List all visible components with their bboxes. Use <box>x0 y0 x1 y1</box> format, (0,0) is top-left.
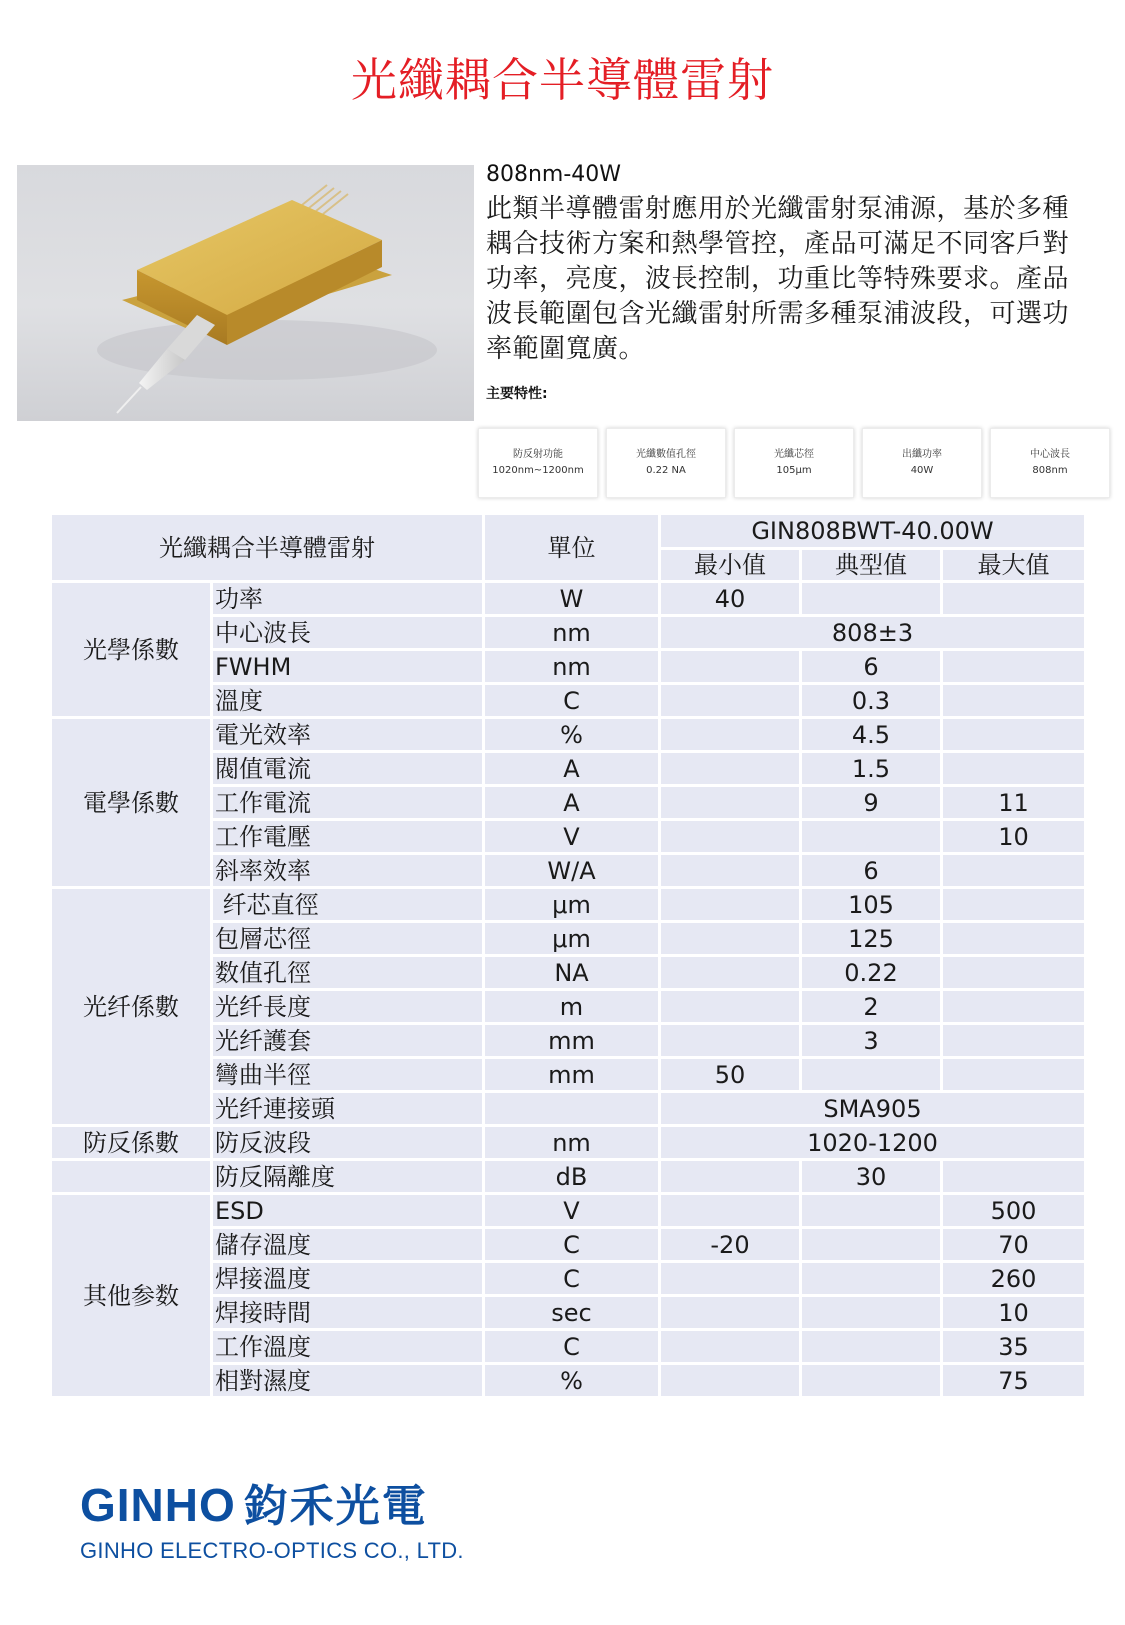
max-cell: 11 <box>942 786 1086 820</box>
unit-cell: % <box>484 718 660 752</box>
param-cell: 斜率效率 <box>212 854 484 888</box>
min-cell <box>660 990 801 1024</box>
max-cell <box>942 1024 1086 1058</box>
unit-cell: V <box>484 820 660 854</box>
param-cell: 工作電流 <box>212 786 484 820</box>
typ-cell: 6 <box>801 650 942 684</box>
param-cell: 功率 <box>212 582 484 616</box>
min-cell <box>660 1364 801 1398</box>
typ-cell <box>801 1296 942 1330</box>
max-cell: 500 <box>942 1194 1086 1228</box>
max-cell: 35 <box>942 1330 1086 1364</box>
unit-cell: W <box>484 582 660 616</box>
feature-card <box>478 428 598 498</box>
feature-card <box>862 428 982 498</box>
feature-value: 808nm <box>1032 465 1068 476</box>
typ-cell: 2 <box>801 990 942 1024</box>
unit-cell: sec <box>484 1296 660 1330</box>
unit-cell: μm <box>484 888 660 922</box>
typ-cell: 105 <box>801 888 942 922</box>
spec-table <box>49 512 1087 1399</box>
param-cell: 閥值電流 <box>212 752 484 786</box>
category-optical: 光學係數 <box>51 582 212 718</box>
param-cell: 電光效率 <box>212 718 484 752</box>
category-empty <box>51 1160 212 1194</box>
product-model: 808nm-40W <box>486 162 622 187</box>
unit-cell: W/A <box>484 854 660 888</box>
category-other: 其他参数 <box>51 1194 212 1398</box>
max-cell <box>942 718 1086 752</box>
header-part-number: GIN808BWT-40.00W <box>660 514 1086 549</box>
product-description: 此類半導體雷射應用於光纖雷射泵浦源，基於多種耦合技術方案和熱學管控，產品可滿足不同客戶對功率，亮度，波長控制，功重比等特殊要求。產品波長範圍包含光纖雷射所需多種泵浦波段，可選功率範圍寬廣。 <box>486 194 1070 364</box>
typ-cell: 4.5 <box>801 718 942 752</box>
company-name: GINHO ELECTRO-OPTICS CO., LTD. <box>80 1538 464 1563</box>
unit-cell: mm <box>484 1058 660 1092</box>
feature-value: 1020nm~1200nm <box>492 465 584 476</box>
min-cell <box>660 650 801 684</box>
max-cell <box>942 1160 1086 1194</box>
typ-cell: 0.3 <box>801 684 942 718</box>
unit-cell: mm <box>484 1024 660 1058</box>
product-photo <box>17 165 474 421</box>
typ-cell: 1.5 <box>801 752 942 786</box>
max-cell <box>942 956 1086 990</box>
category-electrical: 電學係數 <box>51 718 212 888</box>
table-row <box>51 1194 1086 1228</box>
max-cell <box>942 990 1086 1024</box>
min-cell <box>660 1160 801 1194</box>
max-cell: 75 <box>942 1364 1086 1398</box>
typ-cell <box>801 1228 942 1262</box>
param-cell: FWHM <box>212 650 484 684</box>
param-cell: 数值孔徑 <box>212 956 484 990</box>
min-cell <box>660 1194 801 1228</box>
unit-cell: C <box>484 1330 660 1364</box>
min-cell: -20 <box>660 1228 801 1262</box>
max-cell <box>942 582 1086 616</box>
feature-name: 防反射功能 <box>513 449 563 460</box>
typ-cell: 9 <box>801 786 942 820</box>
param-cell: 工作溫度 <box>212 1330 484 1364</box>
company-logo <box>80 1470 464 1564</box>
header-max: 最大值 <box>942 549 1086 582</box>
value-cell: 1020-1200 <box>660 1126 1086 1160</box>
min-cell <box>660 922 801 956</box>
min-cell <box>660 1262 801 1296</box>
param-cell: 彎曲半徑 <box>212 1058 484 1092</box>
param-cell: 光纤護套 <box>212 1024 484 1058</box>
header-name: 光纖耦合半導體雷射 <box>51 514 484 582</box>
param-cell: 相對濕度 <box>212 1364 484 1398</box>
header-min: 最小值 <box>660 549 801 582</box>
unit-cell: μm <box>484 922 660 956</box>
feature-name: 光纖數值孔徑 <box>636 449 696 460</box>
max-cell <box>942 922 1086 956</box>
min-cell <box>660 786 801 820</box>
param-cell: 光纤長度 <box>212 990 484 1024</box>
table-row <box>51 1126 1086 1160</box>
laser-module-image <box>17 165 474 421</box>
feature-card <box>606 428 726 498</box>
max-cell: 10 <box>942 820 1086 854</box>
min-cell <box>660 820 801 854</box>
table-row <box>51 718 1086 752</box>
category-anti-reflection: 防反係數 <box>51 1126 212 1160</box>
min-cell <box>660 1330 801 1364</box>
features-label: 主要特性: <box>486 386 548 402</box>
typ-cell <box>801 1194 942 1228</box>
min-cell: 40 <box>660 582 801 616</box>
param-cell: 溫度 <box>212 684 484 718</box>
max-cell <box>942 684 1086 718</box>
feature-name: 出纖功率 <box>902 449 942 460</box>
max-cell: 10 <box>942 1296 1086 1330</box>
typ-cell: 30 <box>801 1160 942 1194</box>
page-title: 光纖耦合半導體雷射 <box>351 53 774 107</box>
typ-cell <box>801 1262 942 1296</box>
feature-value: 105μm <box>776 465 812 476</box>
unit-cell: NA <box>484 956 660 990</box>
typ-cell <box>801 1058 942 1092</box>
feature-value: 40W <box>910 465 934 476</box>
unit-cell: C <box>484 684 660 718</box>
unit-cell: A <box>484 786 660 820</box>
param-cell: 工作電壓 <box>212 820 484 854</box>
logo-brand-en: GINHO <box>80 1479 236 1531</box>
param-cell: 焊接時間 <box>212 1296 484 1330</box>
typ-cell <box>801 820 942 854</box>
max-cell: 260 <box>942 1262 1086 1296</box>
param-cell: 防反波段 <box>212 1126 484 1160</box>
typ-cell: 6 <box>801 854 942 888</box>
param-cell: 光纤連接頭 <box>212 1092 484 1126</box>
typ-cell: 0.22 <box>801 956 942 990</box>
logo-brand-cn: 鈞禾光電 <box>243 1481 428 1532</box>
unit-cell: C <box>484 1262 660 1296</box>
param-cell: 焊接溫度 <box>212 1262 484 1296</box>
unit-cell: dB <box>484 1160 660 1194</box>
typ-cell <box>801 1364 942 1398</box>
feature-card <box>734 428 854 498</box>
feature-value: 0.22 NA <box>646 465 686 476</box>
unit-cell: nm <box>484 1126 660 1160</box>
param-cell: 包層芯徑 <box>212 922 484 956</box>
param-cell: 纤芯直徑 <box>212 888 484 922</box>
param-cell: 儲存溫度 <box>212 1228 484 1262</box>
max-cell <box>942 1058 1086 1092</box>
unit-cell: m <box>484 990 660 1024</box>
header-unit: 單位 <box>484 514 660 582</box>
unit-cell: % <box>484 1364 660 1398</box>
typ-cell: 3 <box>801 1024 942 1058</box>
max-cell <box>942 854 1086 888</box>
unit-cell: nm <box>484 650 660 684</box>
unit-cell: A <box>484 752 660 786</box>
unit-cell <box>484 1092 660 1126</box>
param-cell: 中心波長 <box>212 616 484 650</box>
min-cell <box>660 718 801 752</box>
table-row <box>51 582 1086 616</box>
param-cell: 防反隔離度 <box>212 1160 484 1194</box>
header-typ: 典型值 <box>801 549 942 582</box>
table-row <box>51 888 1086 922</box>
min-cell <box>660 752 801 786</box>
min-cell: 50 <box>660 1058 801 1092</box>
category-fiber: 光纤係數 <box>51 888 212 1126</box>
feature-name: 光纖芯徑 <box>774 449 814 460</box>
typ-cell <box>801 582 942 616</box>
max-cell <box>942 752 1086 786</box>
typ-cell: 125 <box>801 922 942 956</box>
max-cell <box>942 650 1086 684</box>
max-cell: 70 <box>942 1228 1086 1262</box>
value-cell: SMA905 <box>660 1092 1086 1126</box>
min-cell <box>660 1024 801 1058</box>
max-cell <box>942 888 1086 922</box>
feature-cards <box>478 428 1113 498</box>
unit-cell: C <box>484 1228 660 1262</box>
table-header-row <box>51 514 1086 549</box>
unit-cell: V <box>484 1194 660 1228</box>
table-row <box>51 1160 1086 1194</box>
min-cell <box>660 1296 801 1330</box>
min-cell <box>660 956 801 990</box>
feature-name: 中心波長 <box>1030 449 1070 460</box>
min-cell <box>660 888 801 922</box>
min-cell <box>660 854 801 888</box>
min-cell <box>660 684 801 718</box>
value-cell: 808±3 <box>660 616 1086 650</box>
typ-cell <box>801 1330 942 1364</box>
unit-cell: nm <box>484 616 660 650</box>
param-cell: ESD <box>212 1194 484 1228</box>
feature-card <box>990 428 1110 498</box>
